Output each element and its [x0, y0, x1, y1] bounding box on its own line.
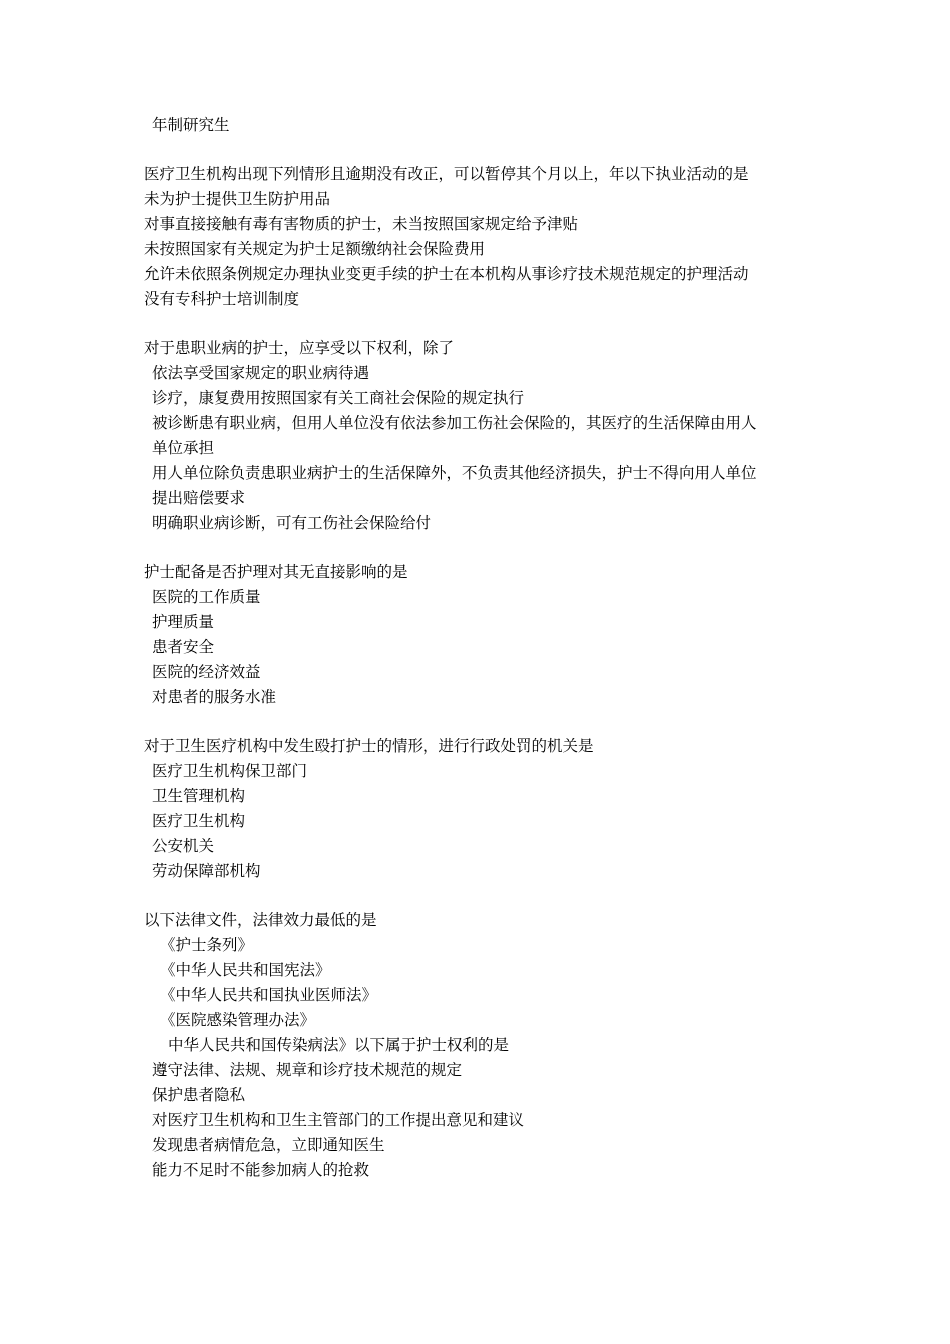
option-text: 医疗卫生机构保卫部门	[152, 762, 308, 780]
option-text: 劳动保障部机构	[152, 862, 261, 880]
question-text: 以下法律文件，法律效力最低的是	[144, 911, 377, 929]
option-text: 医院的经济效益	[152, 663, 261, 681]
option-text: 中华人民共和国传染病法》以下属于护士权利的是	[168, 1036, 510, 1054]
option-text: 诊疗，康复费用按照国家有关工商社会保险的规定执行	[152, 389, 525, 407]
option-text: 对事直接接触有毒有害物质的护士，未当按照国家规定给予津贴	[144, 215, 579, 233]
option-text: 发现患者病情危急，立即通知医生	[152, 1136, 385, 1154]
option-text: 遵守法律、法规、规章和诊疗技术规范的规定	[152, 1061, 463, 1079]
option-text: 患者安全	[152, 638, 215, 656]
option-text: 依法享受国家规定的职业病待遇	[152, 364, 370, 382]
option-text: 护理质量	[152, 613, 215, 631]
question-text: 对于卫生医疗机构中发生殴打护士的情形，进行行政处罚的机关是	[144, 737, 594, 755]
option-text: 未为护士提供卫生防护用品	[144, 190, 331, 208]
option-text: 允许未依照条例规定办理执业变更手续的护士在本机构从事诊疗技术规范规定的护理活动	[144, 265, 749, 283]
option-text: 《中华人民共和国执业医师法》	[160, 986, 378, 1004]
question-text: 医疗卫生机构出现下列情形且逾期没有改正，可以暂停其个月以上，年以下执业活动的是	[144, 165, 749, 183]
option-text: 《医院感染管理办法》	[160, 1011, 316, 1029]
option-text: 明确职业病诊断，可有工伤社会保险给付	[152, 514, 432, 532]
option-text: 未按照国家有关规定为护士足额缴纳社会保险费用	[144, 240, 486, 258]
option-text: 提出赔偿要求	[152, 489, 246, 507]
question-text: 对于患职业病的护士，应享受以下权利，除了	[144, 339, 455, 357]
option-text: 没有专科护士培训制度	[144, 290, 300, 308]
option-text: 医疗卫生机构	[152, 812, 246, 830]
option-text: 保护患者隐私	[152, 1086, 246, 1104]
option-text: 《护士条列》	[160, 936, 254, 954]
option-text: 对患者的服务水准	[152, 688, 277, 706]
option-text: 被诊断患有职业病，但用人单位没有依法参加工伤社会保险的，其医疗的生活保障由用人	[152, 414, 757, 432]
option-text: 公安机关	[152, 837, 215, 855]
option-text: 单位承担	[152, 439, 215, 457]
option-text: 用人单位除负责患职业病护士的生活保障外，不负责其他经济损失，护士不得向用人单位	[152, 464, 757, 482]
option-text: 对医疗卫生机构和卫生主管部门的工作提出意见和建议	[152, 1111, 525, 1129]
option-text: 医院的工作质量	[152, 588, 261, 606]
option-text: 能力不足时不能参加病人的抢救	[152, 1161, 370, 1179]
option-text: 卫生管理机构	[152, 787, 246, 805]
option-text: 《中华人民共和国宪法》	[160, 961, 331, 979]
question-text: 护士配备是否护理对其无直接影响的是	[144, 563, 408, 581]
text-line: 年制研究生	[152, 116, 230, 134]
